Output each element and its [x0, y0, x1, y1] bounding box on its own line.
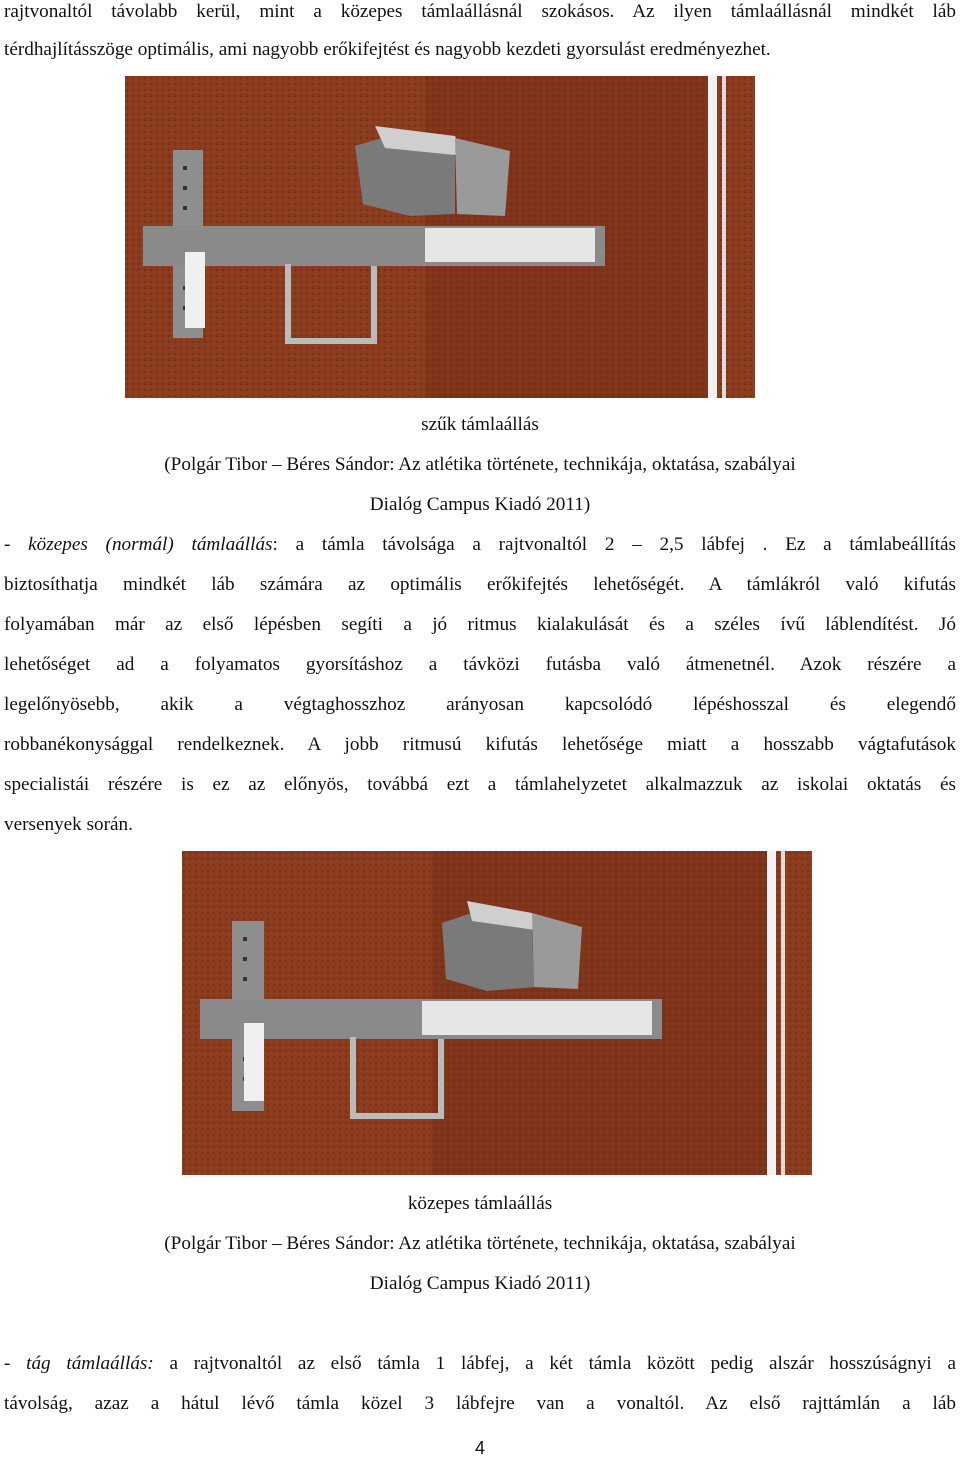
paragraph-line: lehetőséget ad a folyamatos gyorsításhoz a távközi futásba való átmenetnél. Azok részére a: [4, 654, 956, 675]
starting-block-photo-medium: [182, 851, 812, 1175]
lead-dash: -: [4, 1353, 27, 1374]
lead-rest: : a támla távolsága a rajtvonaltól 2 – 2,5 lábfej . Ez a támlabeállítás: [272, 534, 956, 555]
figure-caption-title: szűk támlaállás: [421, 414, 539, 435]
paragraph-line: távolság, azaz a hátul lévő támla közel 3 lábfejre van a vonaltól. Az első rajttámlán a láb: [4, 1393, 956, 1414]
figure-caption-title: közepes támlaállás: [407, 1193, 553, 1214]
lead-rest: a rajtvonaltól az első támla 1 lábfej, a két támla között pedig alszár hosszúságnyi a: [153, 1353, 956, 1374]
term-medium-stance: közepes (normál) támlaállás: [28, 534, 273, 555]
paragraph-line: specialistái részére is ez az előnyös, továbbá ezt a támlahelyzetet alkalmazzuk az iskolai oktatás és: [4, 774, 956, 795]
figure-caption-publisher: Dialóg Campus Kiadó 2011): [369, 1273, 591, 1294]
paragraph-line: biztosíthatja mindkét láb számára az optimális erőkifejtés lehetőségét. A támlákról való kifutás: [4, 574, 956, 595]
figure-caption-source: (Polgár Tibor – Béres Sándor: Az atlétika története, technikája, oktatása, szabályai: [164, 1233, 796, 1254]
figure-caption-source: (Polgár Tibor – Béres Sándor: Az atlétika története, technikája, oktatása, szabályai: [164, 454, 796, 475]
lead-dash: -: [4, 534, 29, 555]
paragraph-line: robbanékonysággal rendelkeznek. A jobb ritmusú kifutás lehetősége miatt a hosszabb vágtafutások: [4, 734, 956, 755]
paragraph-line: legelőnyösebb, akik a végtaghosszhoz arányosan kapcsolódó lépéshosszal és elegendő: [4, 694, 956, 715]
figure-caption-publisher: Dialóg Campus Kiadó 2011): [369, 494, 591, 515]
starting-block-photo-narrow: [125, 76, 755, 398]
term-wide-stance: tág támlaállás:: [26, 1353, 154, 1374]
paragraph-line: térdhajlításszöge optimális, ami nagyobb erőkifejtést és nagyobb kezdeti gyorsulást eredményezhet.: [4, 39, 771, 60]
paragraph-line: folyamában már az első lépésben segíti a jó ritmus kialakulását és a széles ívű láblendítést. Jó: [4, 614, 956, 635]
paragraph-line: rajtvonaltól távolabb kerül, mint a közepes támlaállásnál szokásos. Az ilyen támlaállásnál mindkét láb: [4, 1, 956, 22]
paragraph-lead-line: [4, 1352, 956, 1376]
page-number: 4: [474, 1438, 485, 1458]
paragraph-line: versenyek során.: [4, 814, 133, 835]
paragraph-lead-line: [4, 533, 956, 557]
